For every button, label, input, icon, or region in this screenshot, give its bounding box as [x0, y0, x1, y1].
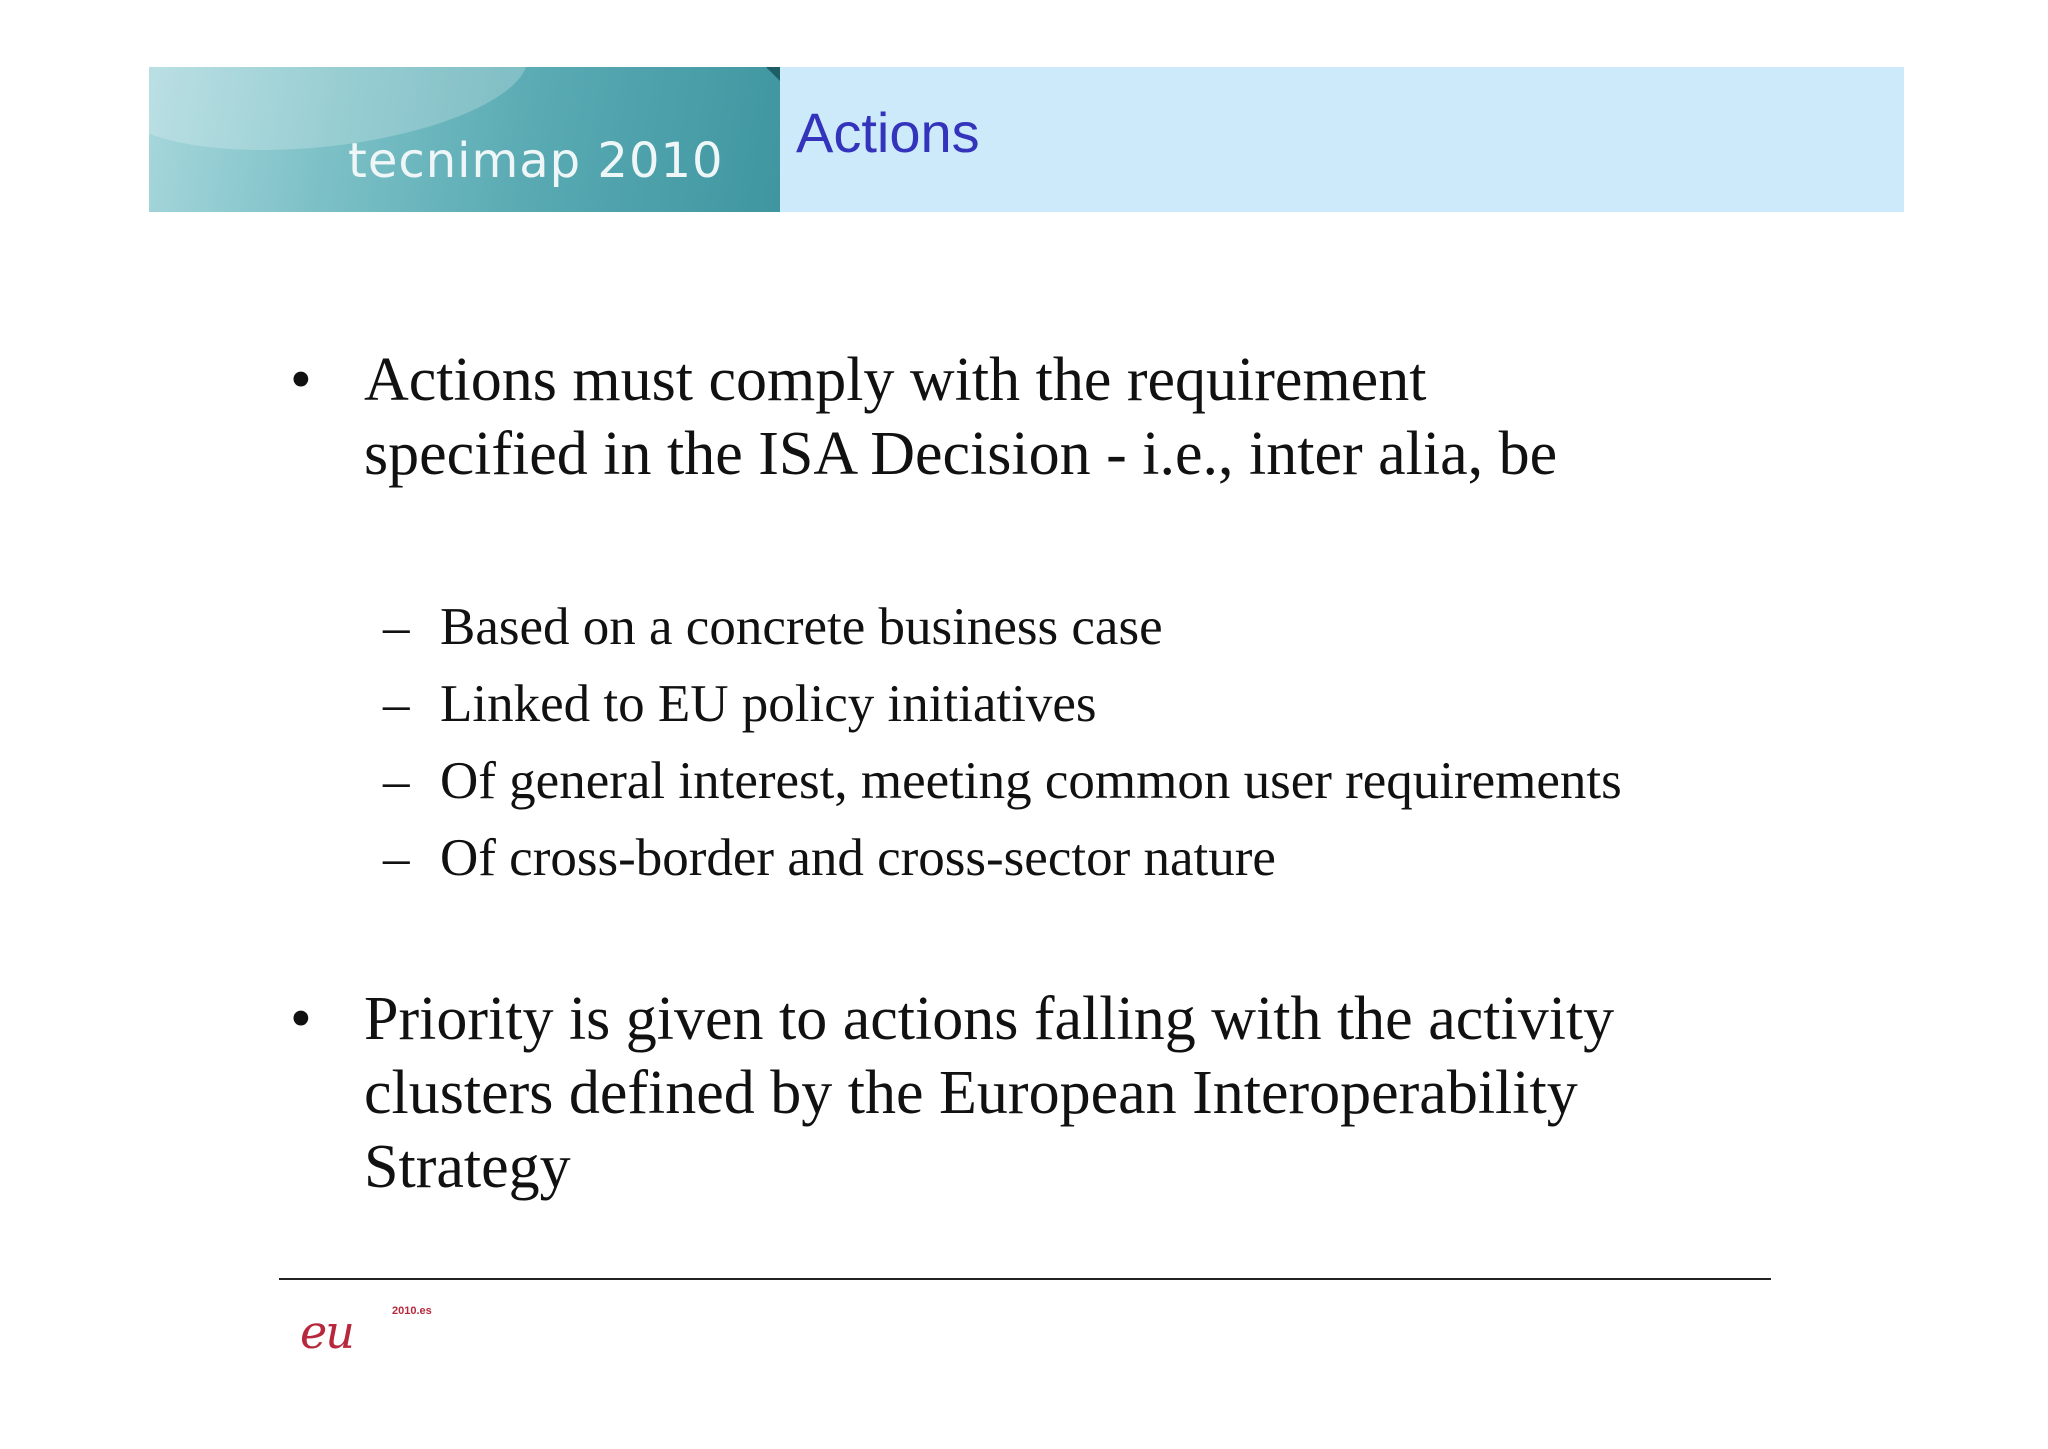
slide-title: Actions — [796, 101, 980, 164]
bullet-icon: • — [290, 346, 312, 414]
slide-header — [149, 67, 1904, 212]
dash-icon: – — [383, 598, 410, 656]
eu-logo — [300, 1305, 432, 1359]
eu-logo-domain: 2010.es — [392, 1305, 432, 1317]
bullet-text: Priority is given to actions falling with the activity clusters defined by the European Interoperability Strategy — [364, 985, 1615, 1201]
bullet-icon: • — [290, 985, 312, 1053]
sub-item-text: Of general interest, meeting common user requirements — [440, 752, 1622, 810]
bullet-text: Actions must comply with the requirement specified in the ISA Decision - i.e., inter alia, be — [364, 346, 1558, 488]
dash-icon: – — [383, 829, 410, 887]
eu-logo-script: eu — [300, 1305, 353, 1359]
sub-item-text: Linked to EU policy initiatives — [440, 675, 1097, 733]
title-bar — [780, 67, 1904, 212]
footer-divider — [279, 1278, 1771, 1280]
dash-icon: – — [383, 675, 410, 733]
dash-icon: – — [383, 752, 410, 810]
sub-item-text: Based on a concrete business case — [440, 598, 1163, 656]
sub-item-text: Of cross-border and cross-sector nature — [440, 829, 1276, 887]
brand-text: tecnimap 2010 — [348, 133, 724, 189]
brand-banner — [149, 67, 780, 212]
